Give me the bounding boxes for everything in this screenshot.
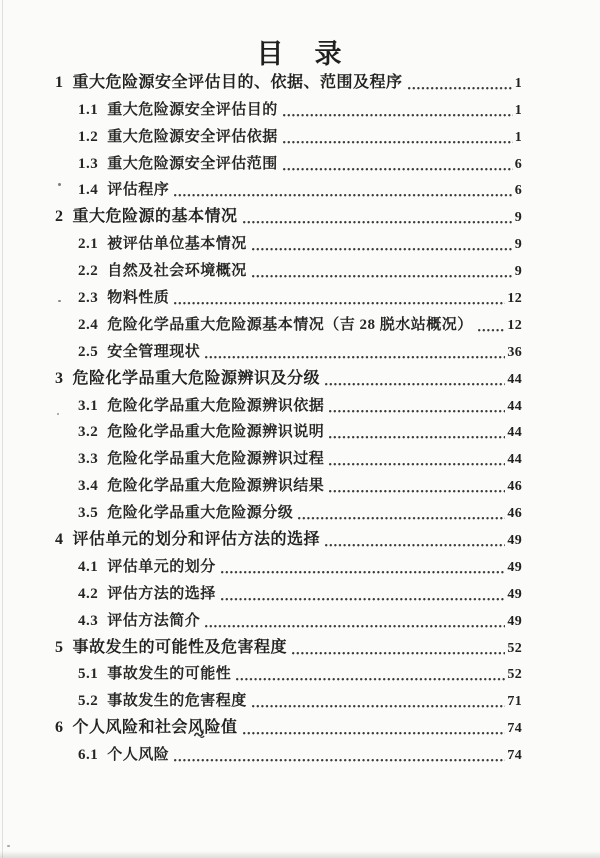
toc-entry: [0, 420, 600, 447]
toc-entry: [0, 151, 600, 178]
toc-entry-label: 重大危险源安全评估范围: [107, 155, 278, 172]
toc-entry: [0, 258, 600, 285]
toc-entry-label: 物料性质: [107, 290, 170, 307]
dot-leader: [283, 112, 513, 118]
toc-entry: [0, 635, 600, 662]
toc-entry-page: 36: [507, 344, 522, 360]
toc-entry-label: 危险化学品重大危险源基本情况（吉 28 脱水站概况）: [107, 316, 473, 333]
toc-entry-page: 1: [514, 102, 522, 118]
toc-entry-number: 3.2: [78, 424, 99, 441]
dot-leader: [292, 650, 505, 656]
toc-entry-page: 1: [514, 75, 522, 91]
dot-leader: [252, 273, 513, 279]
toc-entry: [0, 124, 600, 151]
toc-entry-page: 44: [507, 425, 522, 441]
toc-entry-number: 3: [55, 369, 64, 387]
toc-entry-page: 46: [507, 479, 522, 495]
toc-entry-number: 2.2: [78, 263, 99, 280]
dot-leader: [283, 166, 513, 172]
dot-leader: [243, 730, 506, 736]
toc-entry-label: 评估方法的选择: [107, 585, 216, 602]
toc-entry-number: 3.3: [78, 451, 99, 468]
dot-leader: [478, 327, 506, 333]
toc-entry: [0, 312, 600, 339]
toc-entry-number: 4.2: [78, 585, 99, 602]
toc-entry-label: 危险化学品重大危险源辨识过程: [107, 451, 325, 468]
toc-entry: [0, 366, 600, 393]
toc-entry-label: 危险化学品重大危险源辨识结果: [107, 478, 325, 495]
dot-leader: [283, 139, 513, 145]
toc-entry-label: 个人风险: [107, 747, 170, 764]
toc-entry-label: 事故发生的可能性: [107, 666, 232, 683]
dot-leader: [236, 676, 505, 682]
toc-entry-label: 评估单元的划分和评估方法的选择: [72, 531, 321, 549]
dot-leader: [325, 381, 505, 387]
toc-entry-page: 44: [507, 398, 522, 414]
toc-entry: [0, 70, 600, 97]
toc-entry: [0, 662, 600, 689]
toc-entry-label: 自然及社会环境概况: [107, 263, 247, 280]
toc-entry: [0, 500, 600, 527]
toc-entry-page: 44: [507, 452, 522, 468]
toc-entry: [0, 688, 600, 715]
toc-entry: [0, 554, 600, 581]
dot-leader: [298, 515, 505, 521]
dot-leader: [408, 85, 513, 91]
dot-leader: [205, 354, 505, 360]
toc-entry-page: 46: [507, 506, 522, 522]
toc-entry-number: 5: [55, 638, 64, 656]
toc-entry-number: 6.1: [78, 747, 99, 764]
toc-entry-page: 12: [507, 291, 522, 307]
toc-entry-page: 6: [514, 183, 522, 199]
toc-entry-label: 重大危险源安全评估目的: [107, 101, 278, 118]
toc-entry-page: 52: [507, 667, 522, 683]
toc-entry-page: 74: [507, 748, 522, 764]
toc-entry-page: 6: [514, 156, 522, 172]
toc-entry-number: 1: [55, 73, 64, 91]
toc-entry-label: 评估单元的划分: [107, 558, 216, 575]
toc-entry-label: 重大危险源安全评估目的、依据、范围及程序: [72, 73, 403, 91]
toc-entry-label: 危险化学品重大危险源分级: [107, 505, 294, 522]
dot-leader: [174, 757, 505, 763]
toc-entry-number: 5.1: [78, 666, 99, 683]
toc-entry-label: 危险化学品重大危险源辨识依据: [107, 397, 325, 414]
toc-entry: [0, 742, 600, 769]
toc-entry-number: 2.1: [78, 236, 99, 253]
dot-leader: [252, 703, 506, 709]
dot-leader: [174, 192, 512, 198]
toc-entry: [0, 204, 600, 231]
toc-entry-number: 4.1: [78, 558, 99, 575]
toc-entry-number: 3.1: [78, 397, 99, 414]
toc-entry: [0, 527, 600, 554]
scan-speck: [7, 845, 10, 847]
dot-leader: [329, 461, 505, 467]
toc-entry-label: 事故发生的可能性及危害程度: [72, 638, 288, 656]
toc-entry-number: 4.3: [78, 612, 99, 629]
toc-entry-number: 2.4: [78, 316, 99, 333]
toc-entry-page: 9: [514, 237, 522, 253]
toc-entry-number: 1.4: [78, 182, 99, 199]
toc-entry: [0, 339, 600, 366]
toc-entry-number: 3.5: [78, 505, 99, 522]
toc-entry-page: 9: [514, 264, 522, 280]
toc-entry-page: 12: [507, 317, 522, 333]
dot-leader: [243, 219, 513, 225]
toc-entry-number: 5.2: [78, 693, 99, 710]
toc-entry-number: 1.2: [78, 128, 99, 145]
dot-leader: [325, 542, 505, 548]
toc-entry-label: 事故发生的危害程度: [107, 693, 247, 710]
toc-entry-label: 个人风险和社会风险值: [72, 719, 238, 737]
dot-leader: [329, 408, 505, 414]
toc-entry-label: 被评估单位基本情况: [107, 236, 247, 253]
toc-entry: [0, 97, 600, 124]
toc-entry: [0, 285, 600, 312]
toc-entry-number: 3.4: [78, 478, 99, 495]
toc-entry-number: 2.5: [78, 343, 99, 360]
dot-leader: [221, 596, 506, 602]
toc-entry: [0, 393, 600, 420]
toc-entry: [0, 178, 600, 205]
toc-entry-page: 74: [507, 721, 522, 737]
toc-entry-label: 重大危险源安全评估依据: [107, 128, 278, 145]
toc-entry-label: 危险化学品重大危险源辨识及分级: [72, 369, 321, 387]
table-of-contents: [0, 70, 600, 769]
toc-entry-page: 49: [507, 559, 522, 575]
dot-leader: [252, 246, 513, 252]
dot-leader: [205, 623, 505, 629]
toc-entry-page: 49: [507, 613, 522, 629]
toc-entry: [0, 715, 600, 742]
toc-entry-label: 安全管理现状: [107, 343, 201, 360]
toc-entry-page: 44: [507, 371, 522, 387]
toc-entry-label: 重大危险源的基本情况: [72, 208, 238, 226]
toc-entry: [0, 473, 600, 500]
page-title: 目 录: [256, 39, 344, 69]
toc-entry-label: 评估程序: [107, 182, 170, 199]
toc-entry-page: 49: [507, 586, 522, 602]
toc-entry-number: 1.1: [78, 101, 99, 118]
dot-leader: [174, 300, 505, 306]
toc-entry-page: 49: [507, 533, 522, 549]
toc-entry-page: 1: [514, 129, 522, 145]
toc-entry-number: 2: [55, 208, 64, 226]
toc-entry: [0, 608, 600, 635]
dot-leader: [221, 569, 506, 575]
toc-entry-page: 9: [514, 210, 522, 226]
dot-leader: [329, 488, 505, 494]
dot-leader: [329, 434, 505, 440]
toc-entry-number: 4: [55, 531, 64, 549]
toc-entry-number: 2.3: [78, 290, 99, 307]
toc-entry-label: 危险化学品重大危险源辨识说明: [107, 424, 325, 441]
toc-entry: [0, 446, 600, 473]
scan-edge-shadow: [0, 851, 600, 858]
toc-entry-page: 71: [507, 694, 522, 710]
toc-entry-label: 评估方法简介: [107, 612, 201, 629]
toc-entry: [0, 231, 600, 258]
toc-entry-number: 6: [55, 719, 64, 737]
toc-entry-number: 1.3: [78, 155, 99, 172]
ink-smudge: [193, 727, 206, 738]
toc-entry: [0, 581, 600, 608]
toc-entry-page: 52: [507, 640, 522, 656]
